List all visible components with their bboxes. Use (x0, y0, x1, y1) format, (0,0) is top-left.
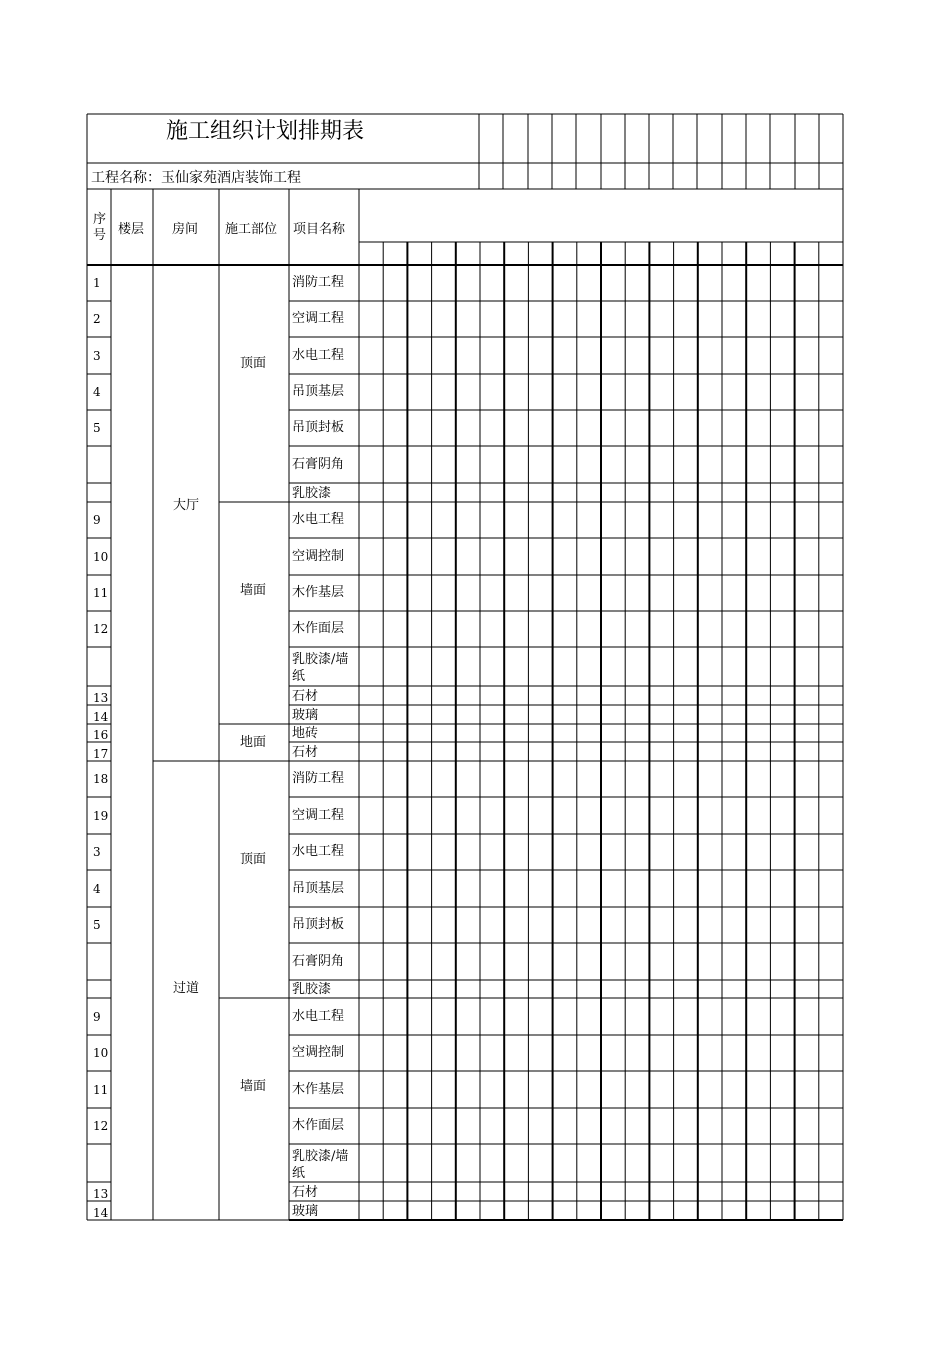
row-item-name: 消防工程 (292, 771, 345, 786)
row-index: 14 (93, 710, 109, 724)
row-item-name: 乳胶漆/墙纸 (292, 1149, 349, 1181)
row-item-name: 消防工程 (292, 275, 345, 290)
row-item-name: 乳胶漆 (292, 982, 332, 997)
row-item-name: 玻璃 (292, 708, 319, 723)
row-item-name: 木作基层 (292, 1081, 345, 1097)
row-item-name: 玻璃 (292, 1204, 319, 1219)
part-label: 顶面 (240, 851, 267, 867)
row-item-name: 空调工程 (292, 807, 345, 823)
row-item-name: 木作面层 (292, 1118, 345, 1133)
row-index: 4 (93, 881, 101, 896)
row-item-name: 石膏阴角 (292, 456, 345, 472)
part-label: 墙面 (240, 583, 267, 598)
row-index: 11 (93, 586, 109, 600)
header-floor: 楼层 (118, 222, 145, 237)
row-index: 18 (93, 772, 109, 786)
row-item-name: 乳胶漆/墙纸 (292, 652, 349, 684)
row-index: 3 (93, 348, 101, 363)
row-index: 13 (93, 691, 109, 705)
row-item-name: 空调控制 (292, 1045, 345, 1060)
row-item-name: 木作面层 (292, 621, 345, 636)
row-index: 2 (93, 312, 101, 326)
row-index: 13 (93, 1187, 109, 1201)
row-item-name: 空调工程 (292, 311, 345, 326)
room-label: 大厅 (173, 498, 200, 513)
row-item-name: 吊顶封板 (292, 917, 345, 932)
row-index: 10 (93, 549, 109, 564)
row-item-name: 空调控制 (292, 548, 345, 564)
row-item-name: 地砖 (292, 726, 319, 741)
row-index: 12 (93, 622, 109, 636)
row-item-name: 石膏阴角 (292, 953, 345, 969)
row-index: 5 (93, 918, 101, 932)
row-item-name: 吊顶基层 (292, 880, 345, 896)
row-index: 3 (93, 845, 101, 859)
row-item-name: 石材 (292, 689, 319, 704)
row-item-name: 乳胶漆 (292, 486, 332, 501)
row-item-name: 水电工程 (292, 1008, 345, 1024)
room-label: 过道 (173, 980, 200, 996)
header-index: 序号 (93, 212, 107, 243)
project-name: 工程名称：玉仙家苑酒店装饰工程 (91, 170, 301, 186)
row-index: 5 (93, 421, 101, 435)
row-index: 9 (93, 1009, 101, 1024)
row-index: 4 (93, 385, 101, 399)
row-index: 16 (93, 728, 109, 742)
row-index: 1 (93, 276, 101, 290)
row-item-name: 水电工程 (292, 512, 345, 527)
header-item: 项目名称 (293, 222, 346, 237)
row-item-name: 水电工程 (292, 347, 345, 363)
row-index: 12 (93, 1119, 109, 1133)
part-label: 顶面 (240, 355, 267, 371)
row-item-name: 木作基层 (292, 585, 345, 600)
part-label: 地面 (240, 734, 267, 750)
row-item-name: 吊顶封板 (292, 420, 345, 435)
page-title: 施工组织计划排期表 (166, 119, 365, 144)
row-index: 9 (93, 513, 101, 527)
row-index: 11 (93, 1082, 109, 1097)
row-index: 14 (93, 1206, 109, 1220)
part-label: 墙面 (240, 1079, 267, 1094)
row-index: 17 (93, 747, 109, 761)
row-item-name: 吊顶基层 (292, 384, 345, 399)
row-index: 19 (93, 808, 109, 823)
row-item-name: 水电工程 (292, 844, 345, 859)
row-item-name: 石材 (292, 1185, 319, 1200)
row-index: 10 (93, 1046, 109, 1060)
row-item-name: 石材 (292, 745, 319, 760)
header-room: 房间 (172, 222, 199, 237)
header-part: 施工部位 (225, 222, 278, 237)
